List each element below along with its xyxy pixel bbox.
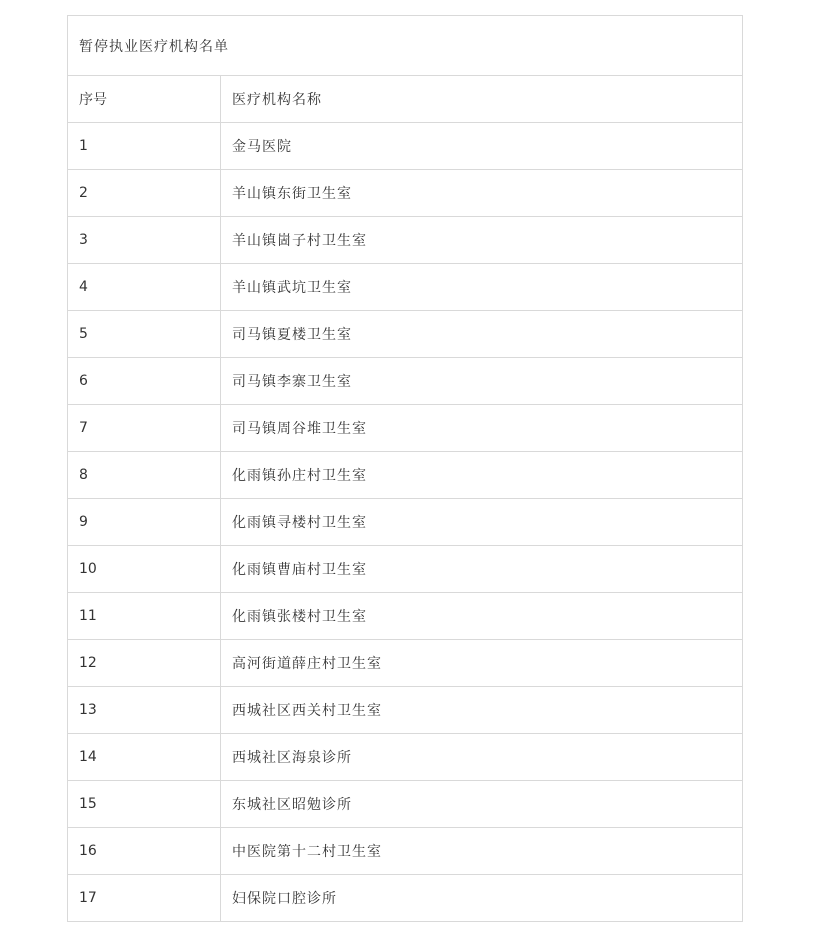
institution-name: 司马镇周谷堆卫生室 bbox=[232, 421, 367, 437]
row-number: 1 bbox=[68, 123, 221, 169]
institution-name: 化雨镇张楼村卫生室 bbox=[232, 609, 367, 625]
row-number: 2 bbox=[68, 170, 221, 216]
row-number: 6 bbox=[68, 358, 221, 404]
row-number: 4 bbox=[68, 264, 221, 310]
row-number: 5 bbox=[68, 311, 221, 357]
table-row bbox=[68, 593, 742, 640]
institution-name: 妇保院口腔诊所 bbox=[232, 891, 337, 907]
row-number: 15 bbox=[68, 781, 221, 827]
table-row bbox=[68, 170, 742, 217]
institution-name: 司马镇李寨卫生室 bbox=[232, 374, 352, 390]
institution-name: 中医院第十二村卫生室 bbox=[232, 844, 382, 860]
table-title: 暂停执业医疗机构名单 bbox=[68, 16, 742, 76]
row-number: 14 bbox=[68, 734, 221, 780]
table-row bbox=[68, 640, 742, 687]
table-row bbox=[68, 311, 742, 358]
table-row bbox=[68, 123, 742, 170]
table-row bbox=[68, 828, 742, 875]
institution-name: 司马镇夏楼卫生室 bbox=[232, 327, 352, 343]
institution-table bbox=[67, 15, 743, 922]
institution-name: 化雨镇寻楼村卫生室 bbox=[232, 515, 367, 531]
table-row bbox=[68, 217, 742, 264]
table-row bbox=[68, 358, 742, 405]
header-name: 医疗机构名称 bbox=[232, 92, 322, 108]
row-number: 11 bbox=[68, 593, 221, 639]
row-number: 17 bbox=[68, 875, 221, 921]
institution-name: 西城社区海泉诊所 bbox=[232, 750, 352, 766]
table-row bbox=[68, 734, 742, 781]
header-no: 序号 bbox=[68, 76, 221, 122]
table-row bbox=[68, 264, 742, 311]
institution-name: 羊山镇崮子村卫生室 bbox=[232, 233, 367, 249]
institution-name: 金马医院 bbox=[232, 139, 292, 155]
institution-name: 高河街道薛庄村卫生室 bbox=[232, 656, 382, 672]
table-row bbox=[68, 687, 742, 734]
row-number: 8 bbox=[68, 452, 221, 498]
table-row bbox=[68, 405, 742, 452]
table-row bbox=[68, 452, 742, 499]
row-number: 7 bbox=[68, 405, 221, 451]
institution-name: 羊山镇武坑卫生室 bbox=[232, 280, 352, 296]
table-body bbox=[68, 123, 742, 921]
institution-name: 东城社区昭勉诊所 bbox=[232, 797, 352, 813]
row-number: 3 bbox=[68, 217, 221, 263]
table-row bbox=[68, 546, 742, 593]
table-header-row bbox=[68, 76, 742, 123]
institution-name: 化雨镇孙庄村卫生室 bbox=[232, 468, 367, 484]
row-number: 9 bbox=[68, 499, 221, 545]
institution-name: 西城社区西关村卫生室 bbox=[232, 703, 382, 719]
row-number: 16 bbox=[68, 828, 221, 874]
institution-name: 羊山镇东街卫生室 bbox=[232, 186, 352, 202]
row-number: 13 bbox=[68, 687, 221, 733]
table-row bbox=[68, 781, 742, 828]
table-row bbox=[68, 875, 742, 921]
row-number: 12 bbox=[68, 640, 221, 686]
row-number: 10 bbox=[68, 546, 221, 592]
institution-name: 化雨镇曹庙村卫生室 bbox=[232, 562, 367, 578]
table-row bbox=[68, 499, 742, 546]
